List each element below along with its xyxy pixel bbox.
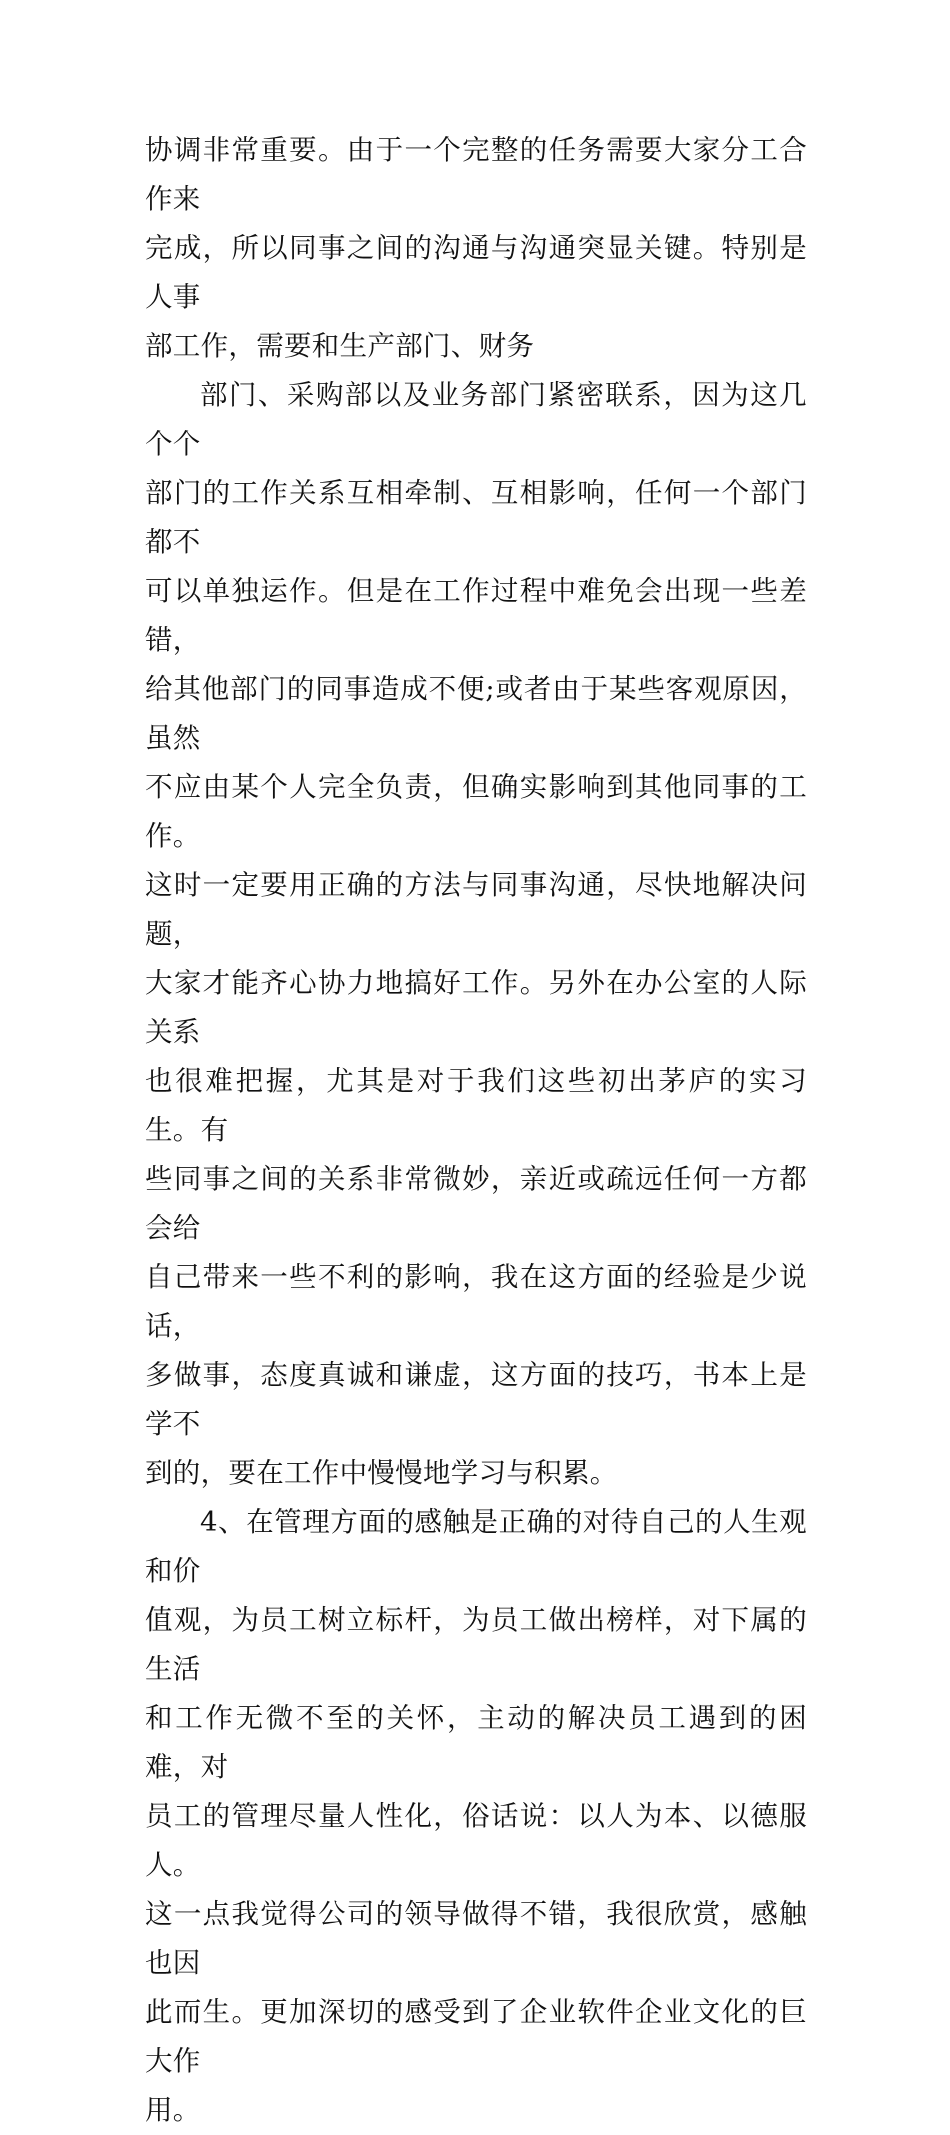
paragraph-2 xyxy=(145,371,807,1498)
p3-line-2: 值观，为员工树立标杆，为员工做出榜样，对下属的生活 xyxy=(145,1604,807,1685)
p1-line-3: 部工作，需要和生产部门、财务 xyxy=(145,330,535,362)
p3-line-3: 和工作无微不至的关怀，主动的解决员工遇到的困难，对 xyxy=(145,1702,807,1783)
p2-line-1: 部门、采购部以及业务部门紧密联系，因为这几个个 xyxy=(145,379,807,460)
p2-line-10: 自己带来一些不利的影响，我在这方面的经验是少说话， xyxy=(145,1261,807,1342)
p2-line-7: 大家才能齐心协力地搞好工作。另外在办公室的人际关系 xyxy=(145,967,807,1048)
p2-line-2: 部门的工作关系互相牵制、互相影响，任何一个部门都不 xyxy=(145,477,807,558)
p1-line-2: 完成，所以同事之间的沟通与沟通突显关键。特别是人事 xyxy=(145,232,807,313)
paragraph-1 xyxy=(145,126,807,371)
p2-line-11: 多做事，态度真诚和谦虚，这方面的技巧，书本上是学不 xyxy=(145,1359,807,1440)
p2-line-6: 这时一定要用正确的方法与同事沟通，尽快地解决问题， xyxy=(145,869,807,950)
p2-line-12: 到的，要在工作中慢慢地学习与积累。 xyxy=(145,1457,618,1489)
p1-line-1: 协调非常重要。由于一个完整的任务需要大家分工合作来 xyxy=(145,134,807,215)
p2-line-4: 给其他部门的同事造成不便;或者由于某些客观原因，虽然 xyxy=(145,673,807,754)
p2-line-5: 不应由某个人完全负责，但确实影响到其他同事的工作。 xyxy=(145,771,807,852)
p3-line-6: 此而生。更加深切的感受到了企业软件企业文化的巨大作 xyxy=(145,1996,807,2077)
p3-line-5: 这一点我觉得公司的领导做得不错，我很欣赏，感触也因 xyxy=(145,1898,807,1979)
p3-line-7: 用。 xyxy=(145,2094,201,2126)
p2-line-8: 也很难把握，尤其是对于我们这些初出茅庐的实习生。有 xyxy=(145,1065,807,1146)
p3-line-4: 员工的管理尽量人性化，俗话说：以人为本、以德服人。 xyxy=(145,1800,807,1881)
paragraph-3 xyxy=(145,1498,807,2135)
document-body xyxy=(145,126,807,2135)
p2-line-3: 可以单独运作。但是在工作过程中难免会出现一些差错， xyxy=(145,575,807,656)
p3-line-1: 4、在管理方面的感触是正确的对待自己的人生观和价 xyxy=(145,1506,807,1587)
p2-line-9: 些同事之间的关系非常微妙，亲近或疏远任何一方都会给 xyxy=(145,1163,807,1244)
